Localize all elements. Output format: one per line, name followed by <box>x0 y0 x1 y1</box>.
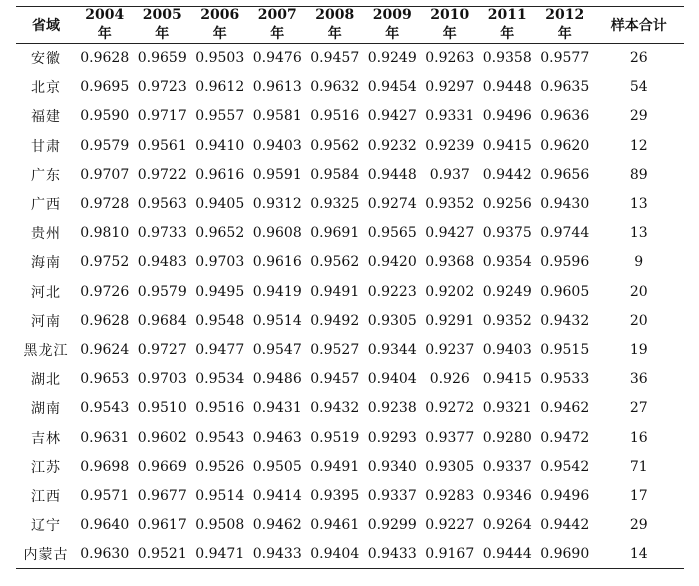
value-cell: 0.937 <box>429 166 470 183</box>
value-cell: 0.9354 <box>482 254 532 271</box>
value-cell: 0.9433 <box>249 540 307 569</box>
value-cell: 0.9232 <box>367 137 417 154</box>
value-cell: 0.9628 <box>80 50 130 67</box>
table-row <box>16 248 684 277</box>
value-cell: 0.9419 <box>252 283 302 300</box>
value-cell: 0.9519 <box>310 429 360 446</box>
value-cell: 0.9223 <box>367 283 417 300</box>
table-row <box>16 131 684 160</box>
table-row <box>16 189 684 218</box>
value-cell: 0.9461 <box>310 517 360 534</box>
value-cell: 0.9375 <box>482 225 532 242</box>
value-cell: 0.9358 <box>482 50 532 67</box>
value-cell: 0.9514 <box>195 487 245 504</box>
value-cell: 0.9471 <box>191 540 249 569</box>
value-cell: 0.9630 <box>76 540 134 569</box>
value-cell: 0.9321 <box>482 400 532 417</box>
value-cell: 0.9272 <box>425 400 475 417</box>
header-cell: 样本合计 <box>594 7 685 44</box>
value-cell: 0.9352 <box>482 312 532 329</box>
value-cell: 0.9297 <box>425 79 475 96</box>
value-cell: 0.9305 <box>425 458 475 475</box>
value-cell: 0.9562 <box>310 137 360 154</box>
sample-total-cell: 12 <box>629 137 648 154</box>
province-cell: 福建 <box>31 109 61 126</box>
table-row <box>16 73 684 102</box>
value-cell: 0.9404 <box>306 540 364 569</box>
value-cell: 0.9403 <box>482 341 532 358</box>
value-cell: 0.9534 <box>195 371 245 388</box>
value-cell: 0.9312 <box>252 196 302 213</box>
value-cell: 0.9571 <box>80 487 130 504</box>
value-cell: 0.9432 <box>540 312 590 329</box>
value-cell: 0.9684 <box>137 312 187 329</box>
value-cell: 0.9395 <box>310 487 360 504</box>
sample-total-cell: 26 <box>629 50 648 67</box>
value-cell: 0.9274 <box>367 196 417 213</box>
value-cell: 0.9340 <box>367 458 417 475</box>
value-cell: 0.9444 <box>479 540 537 569</box>
value-cell: 0.9410 <box>195 137 245 154</box>
province-cell: 内蒙古 <box>16 540 76 569</box>
value-cell: 0.9238 <box>367 400 417 417</box>
table-row <box>16 219 684 248</box>
header-row <box>16 7 684 44</box>
value-cell: 0.9515 <box>540 341 590 358</box>
value-cell: 0.9542 <box>540 458 590 475</box>
value-cell: 0.9591 <box>252 166 302 183</box>
value-cell: 0.9405 <box>195 196 245 213</box>
value-cell: 0.9584 <box>310 166 360 183</box>
value-cell: 0.9249 <box>367 50 417 67</box>
value-cell: 0.9430 <box>540 196 590 213</box>
value-cell: 0.9562 <box>310 254 360 271</box>
value-cell: 0.9202 <box>425 283 475 300</box>
province-cell: 安徽 <box>31 51 61 68</box>
table-row <box>16 335 684 364</box>
value-cell: 0.9624 <box>80 341 130 358</box>
value-cell: 0.9707 <box>80 166 130 183</box>
value-cell: 0.9640 <box>80 517 130 534</box>
value-cell: 0.9653 <box>80 371 130 388</box>
header-cell: 2008 年 <box>306 7 364 44</box>
value-cell: 0.9521 <box>134 540 192 569</box>
value-cell: 0.9543 <box>195 429 245 446</box>
province-cell: 贵州 <box>31 226 61 243</box>
value-cell: 0.9227 <box>425 517 475 534</box>
header-cell: 2007 年 <box>249 7 307 44</box>
value-cell: 0.9442 <box>540 517 590 534</box>
sample-total-cell: 89 <box>629 166 648 183</box>
value-cell: 0.9631 <box>80 429 130 446</box>
value-cell: 0.9514 <box>252 312 302 329</box>
header-cell: 2006 年 <box>191 7 249 44</box>
value-cell: 0.9448 <box>367 166 417 183</box>
value-cell: 0.9427 <box>367 108 417 125</box>
value-cell: 0.9616 <box>252 254 302 271</box>
value-cell: 0.9547 <box>252 341 302 358</box>
value-cell: 0.9510 <box>137 400 187 417</box>
value-cell: 0.9620 <box>540 137 590 154</box>
header-cell: 省域 <box>16 7 76 44</box>
value-cell: 0.9744 <box>540 225 590 242</box>
value-cell: 0.9331 <box>425 108 475 125</box>
province-cell: 北京 <box>31 80 61 97</box>
value-cell: 0.9477 <box>195 341 245 358</box>
header-cell: 2012 年 <box>536 7 594 44</box>
efficiency-table <box>16 6 684 569</box>
value-cell: 0.9690 <box>536 540 594 569</box>
table-body <box>16 44 684 569</box>
value-cell: 0.9723 <box>137 79 187 96</box>
value-cell: 0.9404 <box>367 371 417 388</box>
table-row <box>16 277 684 306</box>
value-cell: 0.9377 <box>425 429 475 446</box>
table-row <box>16 394 684 423</box>
table-row <box>16 540 684 569</box>
value-cell: 0.9613 <box>252 79 302 96</box>
value-cell: 0.9457 <box>310 50 360 67</box>
value-cell: 0.9669 <box>137 458 187 475</box>
value-cell: 0.9703 <box>195 254 245 271</box>
value-cell: 0.9508 <box>195 517 245 534</box>
value-cell: 0.9557 <box>195 108 245 125</box>
sample-total-cell: 9 <box>634 254 644 271</box>
province-cell: 广西 <box>31 197 61 214</box>
sample-total-cell: 16 <box>629 429 648 446</box>
sample-total-cell: 29 <box>629 108 648 125</box>
data-table-container <box>16 6 684 569</box>
value-cell: 0.9305 <box>367 312 417 329</box>
value-cell: 0.9283 <box>425 487 475 504</box>
sample-total-cell: 17 <box>629 487 648 504</box>
province-cell: 海南 <box>31 255 61 272</box>
value-cell: 0.9543 <box>80 400 130 417</box>
table-row <box>16 102 684 131</box>
value-cell: 0.9635 <box>540 79 590 96</box>
sample-total-cell: 71 <box>629 458 648 475</box>
value-cell: 0.9717 <box>137 108 187 125</box>
province-cell: 河南 <box>31 313 61 330</box>
province-cell: 广东 <box>31 167 61 184</box>
sample-total-cell: 36 <box>629 371 648 388</box>
value-cell: 0.9652 <box>195 225 245 242</box>
value-cell: 0.9581 <box>252 108 302 125</box>
sample-total-cell: 20 <box>629 312 648 329</box>
value-cell: 0.9561 <box>137 137 187 154</box>
value-cell: 0.9462 <box>252 517 302 534</box>
value-cell: 0.9486 <box>252 371 302 388</box>
value-cell: 0.9472 <box>540 429 590 446</box>
value-cell: 0.9656 <box>540 166 590 183</box>
value-cell: 0.9616 <box>195 166 245 183</box>
value-cell: 0.9496 <box>482 108 532 125</box>
value-cell: 0.9496 <box>540 487 590 504</box>
value-cell: 0.9703 <box>137 371 187 388</box>
value-cell: 0.9533 <box>540 371 590 388</box>
value-cell: 0.9612 <box>195 79 245 96</box>
value-cell: 0.9462 <box>540 400 590 417</box>
province-cell: 甘肃 <box>31 138 61 155</box>
sample-total-cell: 13 <box>629 225 648 242</box>
value-cell: 0.9403 <box>252 137 302 154</box>
value-cell: 0.9293 <box>367 429 417 446</box>
table-row <box>16 160 684 189</box>
value-cell: 0.9237 <box>425 341 475 358</box>
value-cell: 0.9563 <box>137 196 187 213</box>
value-cell: 0.9431 <box>252 400 302 417</box>
value-cell: 0.9636 <box>540 108 590 125</box>
sample-total-cell: 14 <box>594 540 685 569</box>
value-cell: 0.9256 <box>482 196 532 213</box>
value-cell: 0.9448 <box>482 79 532 96</box>
value-cell: 0.9167 <box>421 540 479 569</box>
value-cell: 0.9617 <box>137 517 187 534</box>
value-cell: 0.9299 <box>367 517 417 534</box>
province-cell: 江西 <box>31 488 61 505</box>
value-cell: 0.926 <box>429 371 470 388</box>
value-cell: 0.9352 <box>425 196 475 213</box>
value-cell: 0.9432 <box>310 400 360 417</box>
sample-total-cell: 19 <box>629 341 648 358</box>
value-cell: 0.9527 <box>310 341 360 358</box>
value-cell: 0.9280 <box>482 429 532 446</box>
value-cell: 0.9726 <box>80 283 130 300</box>
sample-total-cell: 29 <box>629 517 648 534</box>
value-cell: 0.9239 <box>425 137 475 154</box>
value-cell: 0.9263 <box>425 50 475 67</box>
value-cell: 0.9526 <box>195 458 245 475</box>
table-row <box>16 306 684 335</box>
value-cell: 0.9579 <box>137 283 187 300</box>
value-cell: 0.9495 <box>195 283 245 300</box>
value-cell: 0.9605 <box>540 283 590 300</box>
value-cell: 0.9590 <box>80 108 130 125</box>
value-cell: 0.9344 <box>367 341 417 358</box>
table-row <box>16 423 684 452</box>
province-cell: 湖南 <box>31 401 61 418</box>
header-cell: 2011 年 <box>479 7 537 44</box>
sample-total-cell: 20 <box>629 283 648 300</box>
province-cell: 黑龙江 <box>23 342 69 359</box>
value-cell: 0.9677 <box>137 487 187 504</box>
value-cell: 0.9722 <box>137 166 187 183</box>
value-cell: 0.9491 <box>310 458 360 475</box>
value-cell: 0.9454 <box>367 79 417 96</box>
value-cell: 0.9264 <box>482 517 532 534</box>
value-cell: 0.9415 <box>482 371 532 388</box>
value-cell: 0.9698 <box>80 458 130 475</box>
value-cell: 0.9577 <box>540 50 590 67</box>
table-row <box>16 365 684 394</box>
value-cell: 0.9728 <box>80 196 130 213</box>
value-cell: 0.9727 <box>137 341 187 358</box>
value-cell: 0.9346 <box>482 487 532 504</box>
value-cell: 0.9659 <box>137 50 187 67</box>
province-cell: 吉林 <box>31 430 61 447</box>
value-cell: 0.9503 <box>195 50 245 67</box>
value-cell: 0.9337 <box>367 487 417 504</box>
header-cell: 2005 年 <box>134 7 192 44</box>
value-cell: 0.9420 <box>367 254 417 271</box>
table-row <box>16 481 684 510</box>
value-cell: 0.9337 <box>482 458 532 475</box>
value-cell: 0.9457 <box>310 371 360 388</box>
value-cell: 0.9463 <box>252 429 302 446</box>
value-cell: 0.9492 <box>310 312 360 329</box>
value-cell: 0.9249 <box>482 283 532 300</box>
value-cell: 0.9733 <box>137 225 187 242</box>
value-cell: 0.9427 <box>425 225 475 242</box>
sample-total-cell: 54 <box>629 79 648 96</box>
value-cell: 0.9628 <box>80 312 130 329</box>
table-row <box>16 511 684 540</box>
value-cell: 0.9442 <box>482 166 532 183</box>
value-cell: 0.9810 <box>80 225 130 242</box>
province-cell: 湖北 <box>31 372 61 389</box>
value-cell: 0.9414 <box>252 487 302 504</box>
table-row <box>16 452 684 481</box>
value-cell: 0.9476 <box>252 50 302 67</box>
value-cell: 0.9516 <box>310 108 360 125</box>
value-cell: 0.9596 <box>540 254 590 271</box>
value-cell: 0.9325 <box>310 196 360 213</box>
province-cell: 河北 <box>31 284 61 301</box>
header-cell: 2010 年 <box>421 7 479 44</box>
header-cell: 2009 年 <box>364 7 422 44</box>
province-cell: 辽宁 <box>31 518 61 535</box>
value-cell: 0.9632 <box>310 79 360 96</box>
value-cell: 0.9608 <box>252 225 302 242</box>
value-cell: 0.9291 <box>425 312 475 329</box>
province-cell: 江苏 <box>31 459 61 476</box>
value-cell: 0.9579 <box>80 137 130 154</box>
value-cell: 0.9491 <box>310 283 360 300</box>
value-cell: 0.9565 <box>367 225 417 242</box>
value-cell: 0.9505 <box>252 458 302 475</box>
value-cell: 0.9483 <box>137 254 187 271</box>
value-cell: 0.9433 <box>364 540 422 569</box>
value-cell: 0.9695 <box>80 79 130 96</box>
table-row <box>16 44 684 73</box>
value-cell: 0.9368 <box>425 254 475 271</box>
value-cell: 0.9602 <box>137 429 187 446</box>
table-header <box>16 7 684 44</box>
sample-total-cell: 27 <box>629 400 648 417</box>
value-cell: 0.9752 <box>80 254 130 271</box>
value-cell: 0.9691 <box>310 225 360 242</box>
header-cell: 2004 年 <box>76 7 134 44</box>
sample-total-cell: 13 <box>629 196 648 213</box>
value-cell: 0.9516 <box>195 400 245 417</box>
value-cell: 0.9548 <box>195 312 245 329</box>
value-cell: 0.9415 <box>482 137 532 154</box>
